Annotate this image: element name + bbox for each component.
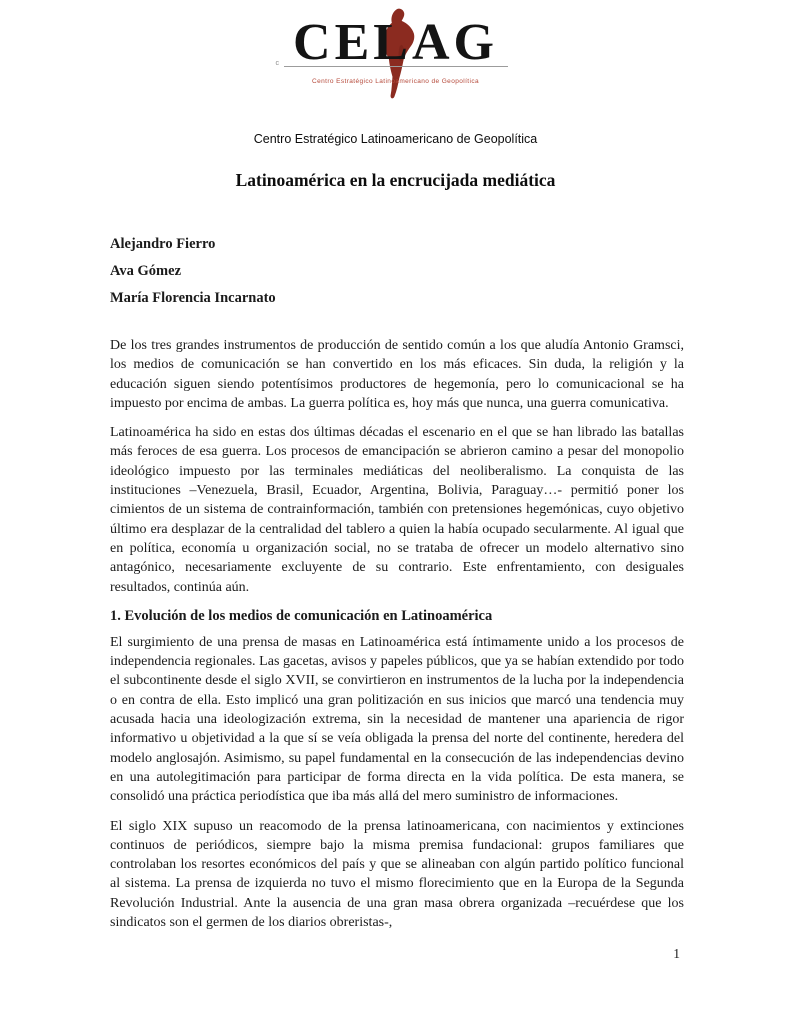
organization-name: Centro Estratégico Latinoamericano de Geopolítica — [253, 132, 538, 146]
body-paragraph: El siglo XIX supuso un reacomodo de la prensa latinoamericana, con nacimientos y extinciones continuos de periódicos, siempre bajo la misma premisa fundacional: grupos familiares que controlaban los resortes económicos del país y que se alineaban con algún partido político funcional al sistema. La prensa de izquierda no tuvo el mismo florecimiento que en la Europa de la Segunda Revolución Industrial. Ante la ausencia de una gran masa obrera organizada –recuérdese que los sindicatos son el germen de los diarios obreristas-, — [110, 818, 684, 931]
body-paragraph: El surgimiento de una prensa de masas en Latinoamérica está íntimamente unido a los procesos de independencia regionales. Las gacetas, avisos y papeles públicos, que ya se habían extendido por todo el subcontinente desde el siglo XVII, se convirtieron en instrumentos de la lucha por la independencia o en contra de ella. Esto implicó una gran politización en sus inicios que marcó una tendencia muy acusada hacia una ideologización extrema, sin la necesidad de mantener una apariencia de rigor informativo u objetividad a la que sí se veía obligada la prensa del norte del continente, heredera del modelo anglosajón. Asimismo, su papel fundamental en la consecución de las independencias devino en una autolegitimación para participar de forma directa en la vida política. De esta manera, se consolidó una práctica periodística que iba más allá del mero suministro de informaciones. — [110, 634, 684, 805]
section-heading: 1. Evolución de los medios de comunicación en Latinoamérica — [110, 607, 493, 624]
author-list — [110, 235, 684, 308]
author-name: Alejandro Fierro — [110, 236, 216, 252]
author-name: María Florencia Incarnato — [110, 290, 276, 306]
logo-wordmark: CELAG — [293, 14, 498, 71]
document-title: Latinoamérica en la encrucijada mediática — [235, 170, 556, 190]
author-name: Ava Gómez — [110, 263, 181, 279]
document-body — [110, 336, 684, 932]
logo-block — [0, 0, 791, 100]
page-number: 1 — [673, 946, 680, 961]
body-paragraph: De los tres grandes instrumentos de producción de sentido común a los que aludía Antonio Gramsci, los medios de comunicación se han convertido en los más eficaces. Sin duda, la religión y la educación siguen siendo potentísimos productores de hegemonía, pero lo comunicacional se ha impuesto por encima de ambas. La guerra política es, hoy más que nunca, una guerra comunicativa. — [110, 338, 684, 411]
logo-tagline: Centro Estratégico Latinoamericano de Geopolítica — [311, 78, 480, 85]
celag-logo — [275, 10, 504, 98]
body-paragraph: Latinoamérica ha sido en estas dos últimas décadas el escenario en el que se han librado las batallas más feroces de esa guerra. Los procesos de emancipación se abrieron camino a pesar del monopolio ideológico impuesto por las terminales mediáticas del neoliberalismo. La conquista de las instituciones –Venezuela, Brasil, Ecuador, Argentina, Bolivia, Paraguay…- permitió poner los cimientos de un sistema de contrainformación, también con pretensiones hegemónicas, cuyo objetivo último era desplazar de la centralidad del tablero a quien la había ocupado secularmente. Al igual que en política, economía u organización social, no se trataba de ofrecer un modelo alternativo sino antagónico, necesariamente excluyente de su contrario. Este enfrentamiento, con desiguales resultados, continúa aún. — [110, 425, 684, 595]
logo-rule-mark: c — [275, 60, 279, 67]
